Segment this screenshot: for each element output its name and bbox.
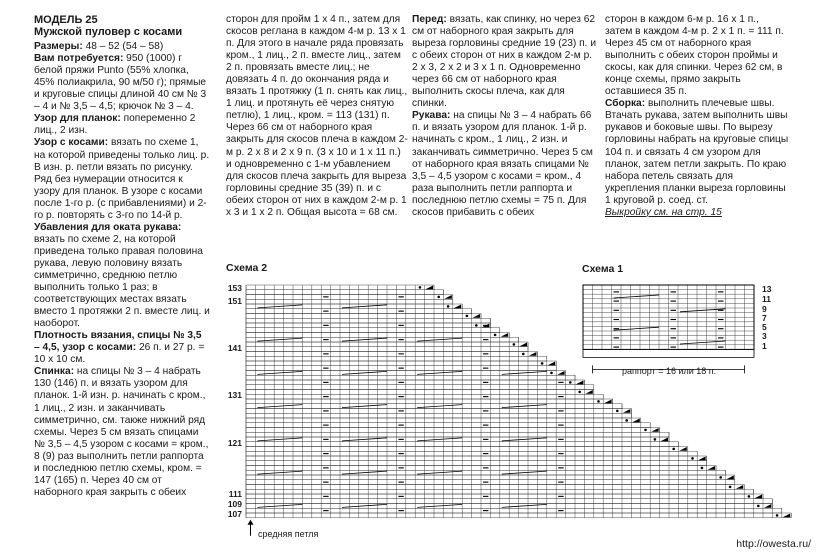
s2-cable-cross <box>502 371 547 374</box>
s2-row-153: 153 <box>227 283 242 293</box>
s2-cable-cross <box>342 305 387 308</box>
s2-row-cells <box>246 385 594 390</box>
s2-cable-cross <box>257 471 302 474</box>
s2-row-cells <box>246 399 613 404</box>
needs-para: Вам потребуется: 950 (1000) г белой пряжи Punto (55% хлопка, 45% полиакрила, 90 м/50 г); прямые и круговые спицы длиной 40 см № 3 – 4 и № 3,5 – 4,5; крючок № 3 – 4. <box>34 53 207 113</box>
s2-dec-triangle <box>632 419 639 423</box>
s1-row-7: 7 <box>762 313 767 323</box>
s2-dot <box>719 476 722 479</box>
s1-row-5: 5 <box>762 322 767 332</box>
s2-dot <box>541 362 544 365</box>
s2-row-cells <box>246 409 631 414</box>
s2-row-cells <box>246 328 500 333</box>
s1-cable-cross <box>614 295 660 298</box>
s2-row-151: 151 <box>227 296 242 306</box>
s2-row-cells <box>246 375 575 380</box>
s2-dot <box>729 486 732 489</box>
s2-dot <box>513 343 516 346</box>
s1-cable-cross <box>614 327 660 330</box>
pattern-link[interactable]: Выкройку см. на стр. 15 <box>605 206 722 218</box>
s2-dot <box>597 400 600 403</box>
s2-dot <box>644 429 647 432</box>
s2-dec-triangle <box>698 457 705 461</box>
sizes-para: Размеры: 48 – 52 (54 – 58) <box>34 41 164 53</box>
s2-cable-cross <box>257 305 302 308</box>
s2-dec-triangle <box>557 371 564 375</box>
s2-dot <box>701 467 704 470</box>
s2-dec-triangle <box>585 390 592 394</box>
s2-dec-triangle <box>501 333 508 337</box>
s2-row-cells <box>246 485 744 490</box>
s2-dec-triangle <box>764 504 771 508</box>
s2-row-111: 111 <box>228 489 242 499</box>
s2-cable-cross <box>502 405 547 408</box>
s2-row-109: 109 <box>227 499 242 509</box>
s2-cable-cross <box>502 471 547 474</box>
s2-dec-triangle <box>726 476 733 480</box>
s1-plank-row <box>583 349 754 357</box>
s2-dot <box>625 419 628 422</box>
s2-dot <box>691 457 694 460</box>
front-para: Перед: вязать, как спинку, но через 62 см от наборного края закрыть для выреза горловины средние 19 (23) п. и с обеих сторон от них в каждом 2-м р. 2 x 3, 2 x 2 и 3 x 1 п. Одновременно через 66 см от наборного края выполнить скосы плеча, как для спинки. <box>412 14 597 110</box>
s2-cable-cross <box>342 471 387 474</box>
back-para: Спинка: на спицы № 3 – 4 набрать 130 (146) п. и вязать узором для планок. 1-й изн. р. начинать с кром., 1 лиц., 2 изн. и заканчивать симметрично, см. также нижний ряд схемы. Через 5 см вязать спицами № 3,5 – 4,5 узором с косами = кром., 8 (9) раз выполнить петли раппорта и последнюю петлю схемы, кром. = 147 (165) п. Через 40 см от наборного края закрыть с обеих <box>34 366 209 498</box>
s2-dot <box>578 391 581 394</box>
s2-row-cells <box>246 461 707 466</box>
s2-cable-cross <box>417 504 462 507</box>
s1-row-13: 13 <box>762 284 772 294</box>
s2-dot <box>550 372 553 375</box>
s2-row-cells <box>246 423 650 428</box>
s2-dec-triangle <box>520 343 527 347</box>
s2-cable-cross <box>502 504 547 507</box>
s1-row-11: 11 <box>762 294 771 304</box>
s2-row-cells <box>246 437 669 442</box>
s2-row-cells <box>246 337 519 342</box>
s1-row-3: 3 <box>762 331 767 341</box>
s2-dot <box>616 410 619 413</box>
s2-dec-triangle <box>529 352 536 356</box>
s2-row-cells <box>246 456 707 461</box>
s2-cable-cross <box>257 438 302 441</box>
s2-row-107: 107 <box>227 509 242 519</box>
s2-dec-triangle <box>604 400 611 404</box>
s2-cable-cross <box>342 371 387 374</box>
s2-dec-triangle <box>426 286 433 290</box>
s2-row-cells <box>246 352 537 357</box>
s2-dot <box>757 505 760 508</box>
s2-dec-triangle <box>473 314 480 318</box>
s2-cable-cross <box>257 338 302 341</box>
s2-dot <box>447 305 450 308</box>
s2-cable-cross <box>417 405 462 408</box>
s2-row-cells <box>246 361 556 366</box>
s2-dec-triangle <box>783 514 790 518</box>
col4-text: сторон в каждом 6-м р. 16 x 1 п., затем в каждом 4-м р. 2 x 1 п. = 111 п. Через 45 см от наборного края выполнить с обеих сторон проймы и скосы, как для спинки. Через 62 см, в конце схемы, прямо закрыть оставшиеся 35 п. <box>605 14 784 98</box>
rapport-label: раппорт = 16 или 18 п. <box>622 366 717 376</box>
col2-text: сторон для пройм 1 x 4 п., затем для скосов реглана в каждом 4-м р. 13 x 1 п. Для этого в начале ряда провязать кром., 1 лиц., 2 п. вместе лиц., затем 2 п. провязать вместе лиц.; не довязать 4 п. до окончания ряда и вязать 1 протяжку (1 п. снять как лиц., 1 лиц. и протянуть её через снятую петлю), 1 лиц., кром. = 113 (131) п. Через 66 см от наборного края закрыть для скосов плеча в каждом 2-м р. 2 x 8 и 2 x 9 п. (3 x 10 и 1 x 11 п.) и одновременно с 1-м убавлением для скосов плеча закрыть для выреза горловины средние 35 (39) п. и с обеих сторон от них в каждом 2-м р. 1 x 3 и 1 x 2 п. Общая высота = 68 см. <box>226 14 408 218</box>
sleeves-para: Рукава: на спицы № 3 – 4 набрать 66 п. и вязать узором для планок. 1-й р. начинать с кром., 1 лиц., 2 изн. и заканчивать симметрично. Через 5 см от наборного края вязать спицами № 3,5 – 4,5 узором с косами = кром., 4 раза выполнить петли раппорта и последнюю петлю схемы = 75 п. Для скосов прибавить с обеих <box>412 110 593 218</box>
s2-dot <box>776 514 779 517</box>
plank-para: Узор для планок: попеременно 2 лиц., 2 изн. <box>34 113 196 137</box>
s2-dot <box>672 448 675 451</box>
s2-dot <box>419 286 422 289</box>
s2-dot <box>569 381 572 384</box>
s2-dec-triangle <box>576 381 583 385</box>
s2-dot <box>748 495 751 498</box>
s2-cable-cross <box>342 405 387 408</box>
s2-dec-triangle <box>661 438 668 442</box>
s1-row-1: 1 <box>762 341 767 351</box>
s2-dec-triangle <box>548 362 555 366</box>
s2-row-141: 141 <box>227 343 242 353</box>
s2-cable-cross <box>342 438 387 441</box>
s2-cable-cross <box>417 338 462 341</box>
s2-dec-triangle <box>454 305 461 309</box>
s2-cable-cross <box>502 438 547 441</box>
middle-stitch-arrowhead <box>248 520 254 525</box>
s2-row-cells <box>246 432 669 437</box>
s2-cable-cross <box>417 438 462 441</box>
s2-cable-cross <box>257 504 302 507</box>
s2-row-cells <box>246 390 594 395</box>
s2-dot <box>475 324 478 327</box>
s2-dot <box>654 438 657 441</box>
middle-stitch-label: средняя петля <box>258 529 319 539</box>
s2-dec-triangle <box>736 485 743 489</box>
assembly-para: Сборка: выполнить плечевые швы. Втачать рукава, затем выполнить швы рукавов и боковые швы. По вырезу горловины набрать на круговые спицы 104 п. и связать 4 см узором для планок, затем петли закрыть. По краю набора петель связать для укрепления планки выреза горловины 1 круговой р. соед. ст. <box>605 98 789 206</box>
model-title: МОДЕЛЬ 25 <box>34 14 98 26</box>
watermark: http://owesta.ru/ <box>736 538 811 550</box>
s2-row-131: 131 <box>227 390 242 400</box>
s2-row-cells <box>246 290 443 295</box>
density-para: Плотность вязания, спицы № 3,5 – 4,5, узор с косами: 26 п. и 27 р. = 10 x 10 см. <box>34 330 205 366</box>
s2-row-cells <box>246 470 725 475</box>
dec-para: Убавления для оката рукава: вязать по схеме 2, на которой приведена только правая половина рукава, левую половину вязать симметрично, среднюю петлю выполнить только 1 раз; в соответствующих местах вязать вместо 1 протяжки 2 п. вместе лиц. и наоборот. <box>34 221 210 330</box>
s2-dot <box>437 296 440 299</box>
s2-cable-cross <box>417 371 462 374</box>
s1-cable-cross <box>680 341 726 344</box>
s2-cable-cross <box>417 471 462 474</box>
scheme1-label: Схема 1 <box>582 263 624 275</box>
s2-dot <box>466 315 469 318</box>
s2-row-cells <box>246 447 688 452</box>
s2-dec-triangle <box>755 495 762 499</box>
s2-row-121: 121 <box>227 438 242 448</box>
model-subtitle: Мужской пуловер с косами <box>34 26 183 39</box>
s2-dec-triangle <box>444 295 451 299</box>
s2-row-cells <box>246 413 631 418</box>
s2-dec-triangle <box>679 447 686 451</box>
s1-row-9: 9 <box>762 304 767 314</box>
s2-dot <box>494 334 497 337</box>
s2-cable-cross <box>342 338 387 341</box>
cables-para: Узор с косами: вязать по схеме 1, на которой приведены только лиц. р. В изн. р. петли вязать по рисунку. Ряд без нумерации относится к узору для планок. В узоре с косами после 1-го р. (с прибавлениями) и 2-го р. повторять с 3-го по 14-й р. <box>34 137 210 221</box>
s2-row-cells <box>246 314 481 319</box>
s2-dec-triangle <box>708 466 715 470</box>
s2-dec-triangle <box>623 409 630 413</box>
scheme2-label: Схема 2 <box>226 262 268 274</box>
s2-dot <box>522 353 525 356</box>
s2-dec-triangle <box>651 428 658 432</box>
s2-cable-cross <box>342 504 387 507</box>
s2-cable-cross <box>257 371 302 374</box>
s2-cable-cross <box>257 405 302 408</box>
